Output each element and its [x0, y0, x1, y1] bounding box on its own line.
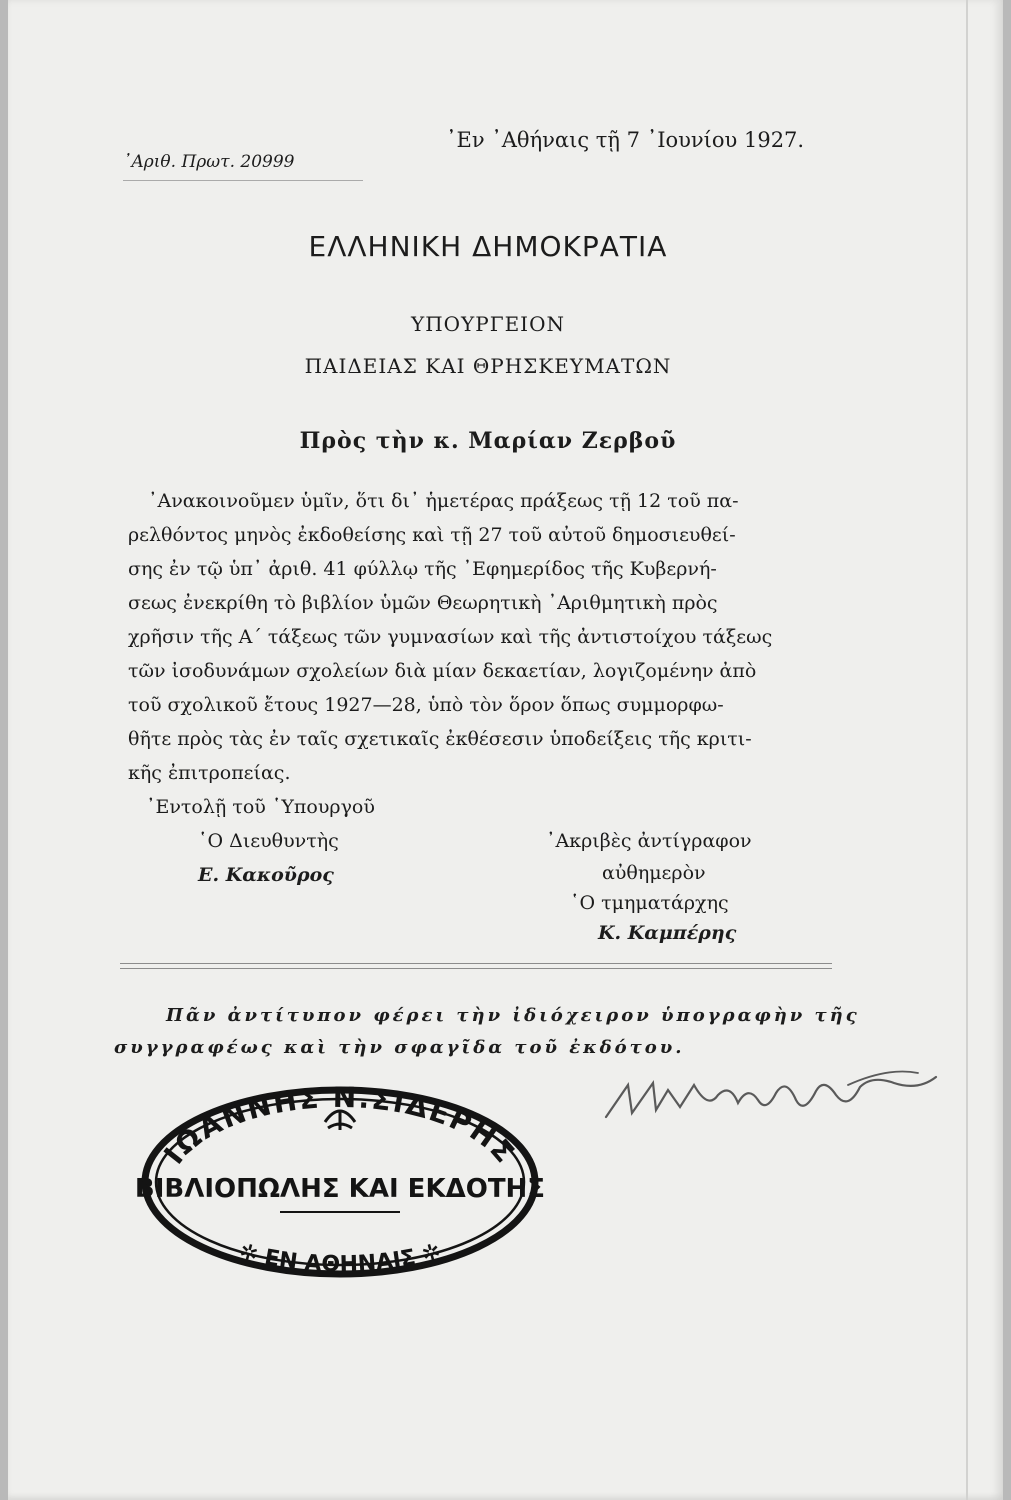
- publisher-stamp: [130, 1082, 550, 1282]
- body-line: ρελθόντος μηνὸς ἐκδοθείσης καὶ τῇ 27 τοῦ αὐτοῦ δημοσιευθεί-: [128, 524, 736, 546]
- body-line: θῆτε πρὸς τὰς ἐν ταῖς σχετικαῖς ἐκθέσεσιν ὑποδείξεις τῆς κριτι-: [128, 728, 752, 750]
- order-line: ᾿Εντολῇ τοῦ ῾Υπουργοῦ: [146, 796, 375, 818]
- ministry-line-1: ΥΠΟΥΡΓΕΙΟΝ: [411, 312, 565, 336]
- body-line: κῆς ἐπιτροπείας.: [128, 762, 291, 784]
- protocol-underline: [123, 180, 363, 181]
- stamp-bottom-text: ✲ ΕΝ ΑΘΗΝΑΙΣ ✲: [236, 1239, 444, 1278]
- stamp-top-text: ΙΩΑΝΝΗΣ Ν.ΣΙΔΕΡΗΣ: [157, 1082, 523, 1171]
- handwritten-signature: [598, 1055, 948, 1135]
- body-line: ᾿Ανακοινοῦμεν ὑμῖν, ὅτι δι᾿ ἡμετέρας πράξεως τῇ 12 τοῦ πα-: [148, 490, 739, 512]
- divider-rule: [120, 968, 832, 969]
- recipient: Πρὸς τὴν κ. Μαρίαν Ζερβοῦ: [299, 428, 677, 454]
- body-line: σης ἐν τῷ ὑπ᾿ ἀριθ. 41 φύλλῳ τῆς ᾿Εφημερίδος τῆς Κυβερνή-: [128, 558, 717, 580]
- section-head-title: ῾Ο τμηματάρχης: [570, 892, 729, 914]
- ministry-line-2: ΠΑΙΔΕΙΑΣ ΚΑΙ ΘΡΗΣΚΕΥΜΑΤΩΝ: [304, 354, 672, 378]
- body-line: τοῦ σχολικοῦ ἔτους 1927—28, ὑπὸ τὸν ὅρον ὅπως συμμορφω-: [128, 694, 724, 716]
- paper-fold-line: [966, 0, 968, 1500]
- divider-rule: [120, 963, 832, 964]
- director-title: ῾Ο Διευθυντὴς: [198, 830, 339, 852]
- section-head-name: Κ. Καμπέρης: [598, 922, 737, 944]
- place-date: ᾿Εν ᾿Αθήναις τῇ 7 ᾿Ιουνίου 1927.: [446, 128, 805, 152]
- body-line: σεως ἐνεκρίθη τὸ βιβλίον ὑμῶν Θεωρητικὴ ᾿Αριθμητικὴ πρὸς: [128, 592, 718, 614]
- header-title: ΕΛΛΗΝΙΚΗ ΔΗΜΟΚΡΑΤΙΑ: [308, 230, 668, 263]
- same-day-line: αὐθημερὸν: [602, 862, 706, 884]
- stamp-middle-text: ΒΙΒΛΙΟΠΩΛΗΣ ΚΑΙ ΕΚΔΟΤΗΣ: [134, 1174, 546, 1204]
- authenticity-notice-line-2: συγγραφέως καὶ τὴν σφαγῖδα τοῦ ἐκδότου.: [114, 1037, 685, 1058]
- authenticity-notice-line-1: Πᾶν ἀντίτυπον φέρει τὴν ἰδιόχειρον ὑπογραφὴν τῆς: [166, 1005, 860, 1026]
- body-line: χρῆσιν τῆς Α΄ τάξεως τῶν γυμνασίων καὶ τῆς ἀντιστοίχου τάξεως: [128, 626, 773, 648]
- protocol-number: ᾿Αριθ. Πρωτ. 20999: [123, 152, 295, 172]
- body-line: τῶν ἰσοδυνάμων σχολείων διὰ μίαν δεκαετίαν, λογιζομένην ἀπὸ: [128, 660, 757, 682]
- director-name: Ε. Κακοῦρος: [198, 864, 334, 886]
- document-page: [8, 0, 1003, 1500]
- true-copy-line: ᾿Ακριβὲς ἀντίγραφον: [546, 830, 752, 852]
